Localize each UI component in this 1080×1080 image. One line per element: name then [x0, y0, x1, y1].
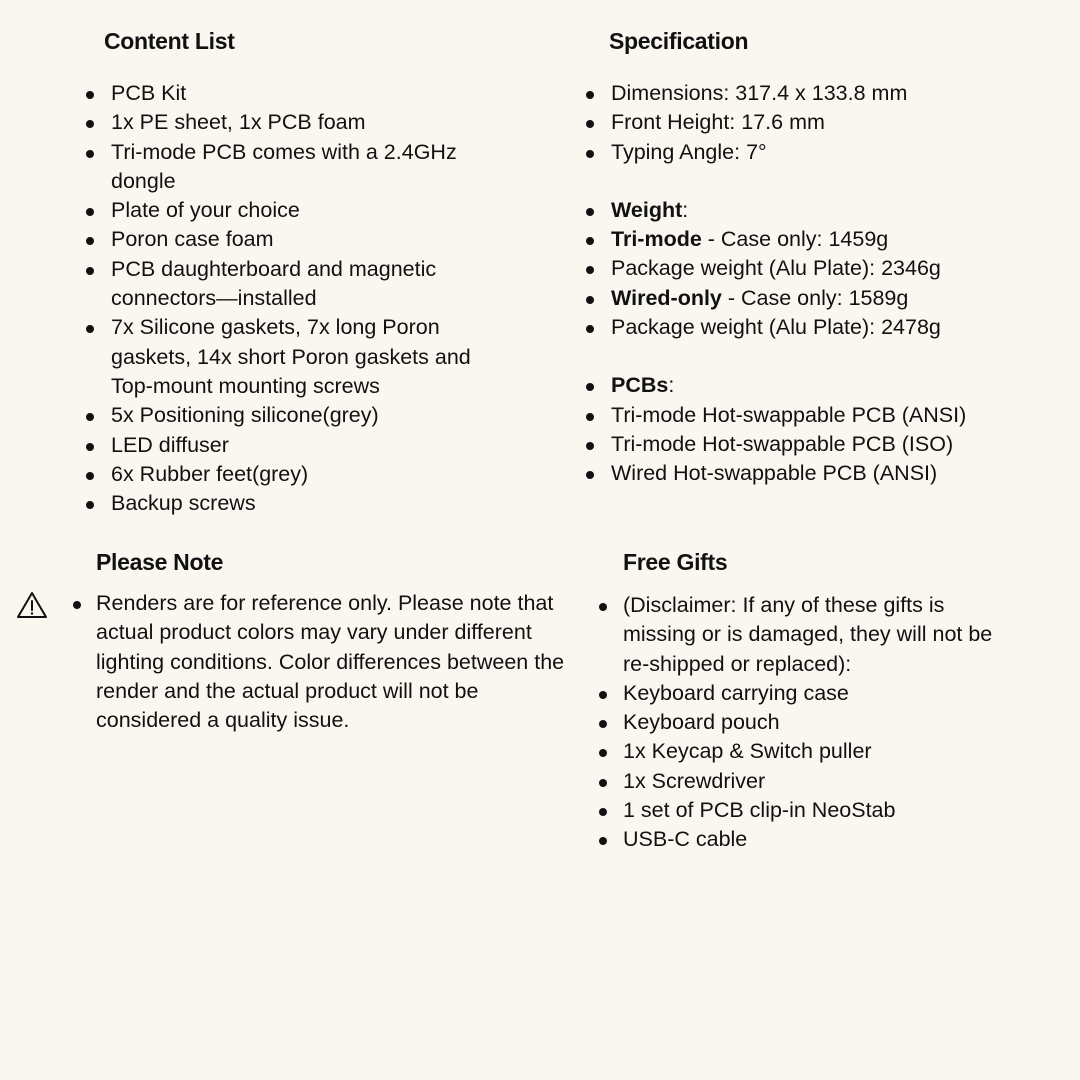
list-item: LED diffuser [84, 431, 524, 460]
content-list-section [84, 26, 524, 518]
content-list-heading: Content List [104, 28, 235, 54]
list-item: 1x PE sheet, 1x PCB foam [84, 108, 524, 137]
list-item: Backup screws [84, 489, 524, 518]
list-item: 1x Screwdriver [597, 767, 1017, 796]
please-note-section [70, 547, 590, 735]
trimode-label: Tri-mode [611, 227, 702, 252]
specification-list [584, 79, 1044, 489]
list-item: Tri-mode PCB comes with a 2.4GHz dongle [84, 138, 481, 197]
spec-pcb-item: Tri-mode Hot-swappable PCB (ISO) [584, 430, 1044, 459]
list-item: Keyboard pouch [597, 708, 1017, 737]
spec-dimensions: Dimensions: 317.4 x 133.8 mm [584, 79, 1044, 108]
spec-weight-label [584, 196, 1044, 225]
list-item: PCB Kit [84, 79, 524, 108]
free-gifts-list [597, 591, 1017, 855]
list-item: 5x Positioning silicone(grey) [84, 401, 524, 430]
free-gifts-heading: Free Gifts [623, 549, 728, 575]
spec-wired-package: Package weight (Alu Plate): 2478g [584, 313, 1044, 342]
wired-label: Wired-only [611, 285, 722, 310]
trimode-case-weight: - Case only: 1459g [701, 227, 889, 252]
list-item: 6x Rubber feet(grey) [84, 460, 524, 489]
spec-wired-case [584, 284, 1044, 313]
list-item: Keyboard carrying case [597, 679, 1017, 708]
content-list [84, 79, 524, 518]
spec-typing-angle: Typing Angle: 7° [584, 138, 1044, 167]
list-item: 1x Keycap & Switch puller [597, 737, 1017, 766]
please-note-heading: Please Note [96, 549, 224, 575]
please-note-list [70, 589, 590, 735]
list-item: 1 set of PCB clip-in NeoStab [597, 796, 1017, 825]
warning-triangle-icon [16, 590, 48, 620]
wired-case-weight: - Case only: 1589g [721, 285, 909, 310]
free-gifts-disclaimer: (Disclaimer: If any of these gifts is missing or is damaged, they will not be re-shipped or replaced): [597, 591, 998, 679]
spec-front-height: Front Height: 17.6 mm [584, 108, 1044, 137]
colon: : [682, 197, 689, 222]
spec-trimode-package: Package weight (Alu Plate): 2346g [584, 254, 1044, 283]
list-item: PCB daughterboard and magnetic connectors—installed [84, 255, 471, 314]
list-item: USB-C cable [597, 825, 1017, 854]
spec-trimode-case [584, 225, 1044, 254]
free-gifts-section [597, 547, 1017, 855]
specification-section [584, 26, 1044, 489]
specification-heading: Specification [609, 28, 749, 54]
spec-pcb-item: Tri-mode Hot-swappable PCB (ANSI) [584, 401, 1044, 430]
spec-pcbs-label [584, 371, 1044, 400]
pcbs-label: PCBs [611, 373, 669, 398]
weight-label: Weight [611, 197, 683, 222]
please-note-text: Renders are for reference only. Please note that actual product colors may vary under different lighting conditions. Color differences between the render and the actual product will not be considered a quality issue. [70, 589, 581, 735]
list-item: Poron case foam [84, 225, 524, 254]
colon: : [668, 373, 675, 398]
spec-pcb-item: Wired Hot-swappable PCB (ANSI) [584, 459, 1044, 488]
list-item: 7x Silicone gaskets, 7x long Poron gaskets, 14x short Poron gaskets and Top-mount mounting screws [84, 313, 501, 401]
list-item: Plate of your choice [84, 196, 524, 225]
